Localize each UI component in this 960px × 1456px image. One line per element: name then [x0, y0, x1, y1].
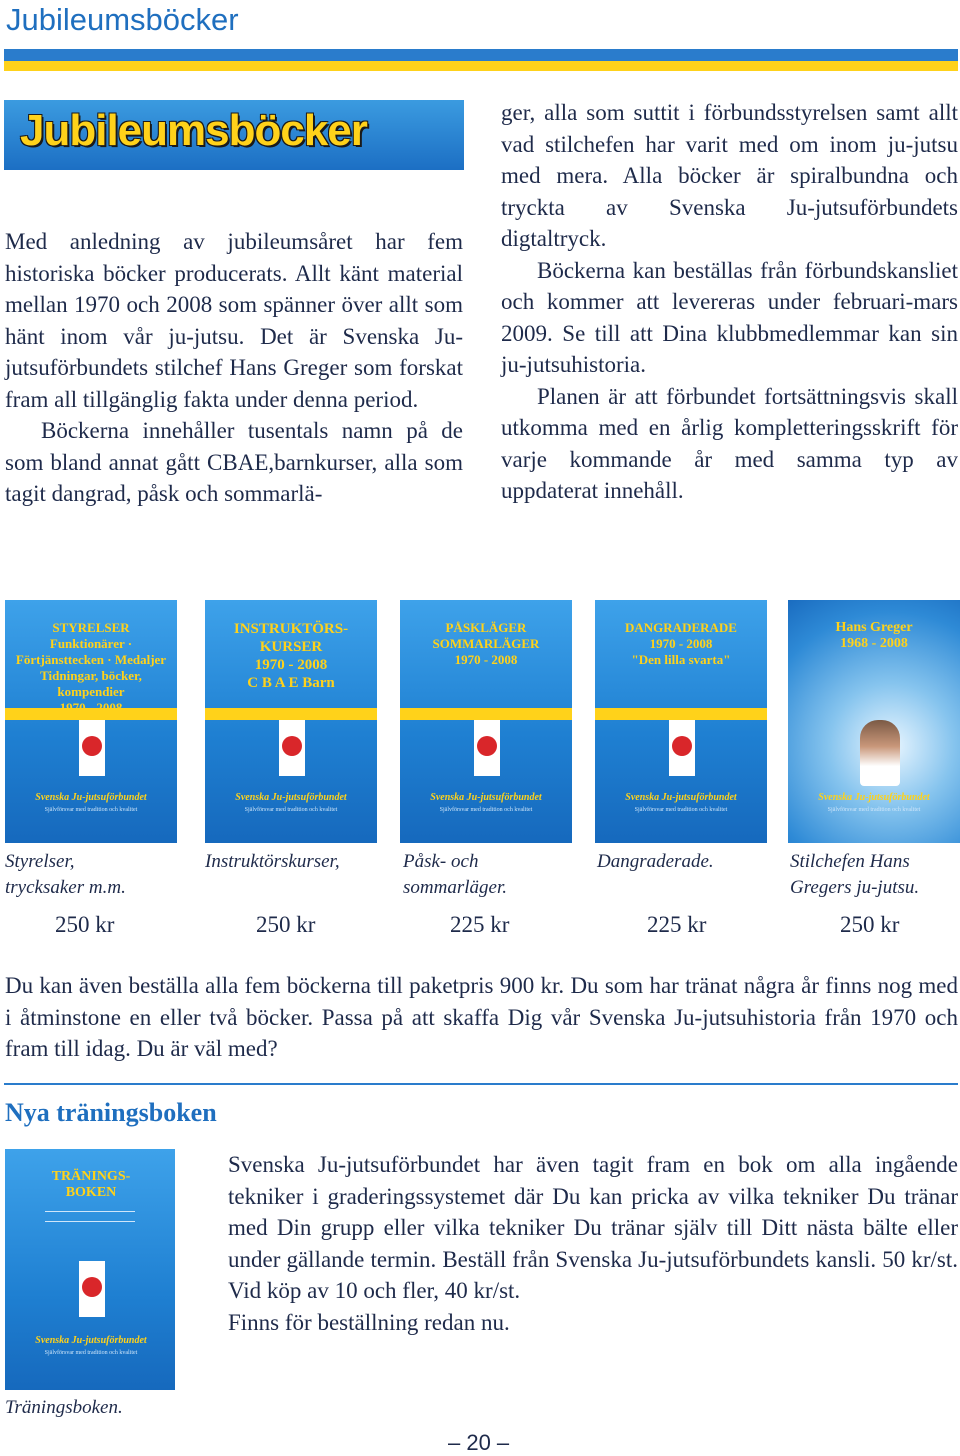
cover-motto: Självförsvar med tradition och kvalitet: [44, 807, 138, 813]
page-number: – 20 –: [448, 1430, 510, 1455]
ju-jutsu-emblem-icon: [474, 720, 500, 776]
banner-title: Jubileumsböcker: [20, 106, 367, 155]
portrait-photo: [860, 720, 900, 786]
book-price: 225 kr: [450, 912, 510, 937]
cover-stripe: [205, 708, 377, 720]
training-paragraph: Finns för beställning redan nu.: [228, 1309, 510, 1335]
cover-publisher: Svenska Ju-jutsuförbundet: [35, 1335, 147, 1346]
intro-column-2: [501, 97, 958, 507]
book-cover-title: INSTRUKTÖRS- KURSER 1970 - 2008 C B A E Barn: [233, 621, 349, 691]
training-book-caption: Träningsboken.: [5, 1397, 123, 1418]
book-cover-title: Hans Greger 1968 - 2008: [835, 620, 913, 651]
book-cover-title: PÅSKLÄGER SOMMARLÄGER 1970 - 2008: [432, 620, 540, 667]
intro-paragraph: ger, alla som suttit i förbundsstyrelsen samt allt vad stilchefen har varit med om inom ju-jutsu med mera. Alla böcker är spiralbundna och tryckta av Svenska Ju-jutsuförbundets digtaltryck.: [501, 100, 958, 251]
ju-jutsu-emblem-icon: [279, 720, 305, 776]
book-cover-instruktorskurser: [205, 600, 377, 843]
header-blue-bar: [4, 49, 958, 61]
book-price: 250 kr: [55, 912, 115, 937]
ju-jutsu-emblem-icon: [669, 720, 695, 776]
cover-line: [45, 1221, 135, 1222]
article-banner: [4, 100, 464, 170]
book-cover-title: DANGRADERADE 1970 - 2008 "Den lilla svarta": [625, 620, 737, 667]
cover-motto: Självförsvar med tradition och kvalitet: [244, 807, 338, 813]
intro-paragraph: Planen är att förbundet fortsättningsvis skall utkomma med en årlig kompletteringsskrift för varje kommande år med samma typ av uppdaterat innehåll.: [501, 383, 958, 503]
training-paragraph: Svenska Ju-jutsuförbundet har även tagit fram en bok om alla ingående tekniker i graderingssystemet där Du kan pricka av vilka tekniker Du tränar med Din grupp eller vilka tekniker Du tränar själv till Ditt nästa bälte eller under gällande termin. Beställ från Svenska Ju-jutsuförbundets kansli. 50 kr/st. Vid köp av 10 och fler, 40 kr/st.: [228, 1152, 958, 1303]
cover-stripe: [400, 708, 572, 720]
book-price: 250 kr: [840, 912, 900, 937]
book-caption: Instruktörskurser,: [205, 851, 340, 872]
cover-publisher: Svenska Ju-jutsuförbundet: [818, 792, 930, 803]
intro-paragraph: Böckerna kan beställas från förbundskansliet och kommer att levereras under februari-mars 2009. Se till att Dina klubbmedlemmar kan sin ju-jutsuhistoria.: [501, 257, 958, 377]
book-cover-title: STYRELSER Funktionärer · Förtjänsttecken · Medaljer Tidningar, böcker, kompendier: [15, 620, 167, 699]
book-caption: Styrelser, trycksaker m.m.: [5, 851, 126, 898]
intro-paragraph: Med anledning av jubileumsåret har fem historiska böcker producerats. Allt känt material mellan 1970 och 2008 som spänner över allt som hänt inom vår ju-jutsu. Det är Svenska Ju-jutsuförbundets stilchef Hans Greger som forskat fram all tillgänglig fakta under denna period.: [5, 229, 463, 412]
book-cover-title: TRÄNINGS- BOKEN: [51, 1169, 131, 1200]
book-price: 225 kr: [647, 912, 707, 937]
cover-motto: Självförsvar med tradition och kvalitet: [827, 807, 921, 813]
cover-motto: Självförsvar med tradition och kvalitet: [44, 1350, 138, 1356]
cover-stripe: [595, 708, 767, 720]
training-book-cover: [5, 1149, 175, 1390]
cover-motto: Självförsvar med tradition och kvalitet: [634, 807, 728, 813]
training-book-text: [228, 1149, 958, 1338]
package-offer-text: Du kan även beställa alla fem böckerna till paketpris 900 kr. Du som har tränat några år finns nog med i åtminstone en eller två böcker. Passa på att skaffa Dig vår Svenska Ju-jutsuhistoria från 1970 och fram till idag. Du är väl med?: [5, 973, 958, 1061]
training-book-heading: Nya träningsboken: [5, 1098, 217, 1127]
cover-motto: Självförsvar med tradition och kvalitet: [439, 807, 533, 813]
book-cover-pasklager: [400, 600, 572, 843]
intro-column-1: [5, 226, 463, 510]
page-header-title: Jubileumsböcker: [6, 2, 239, 37]
book-caption: Påsk- och sommarläger.: [403, 851, 507, 898]
book-caption: Stilchefen Hans Gregers ju-jutsu.: [790, 851, 920, 898]
section-divider: [4, 1083, 958, 1085]
cover-publisher: Svenska Ju-jutsuförbundet: [35, 792, 147, 803]
intro-paragraph: Böckerna innehåller tusentals namn på de som bland annat gått CBAE,barnkurser, alla som tagit dangrad, påsk och sommarlä-: [5, 418, 463, 506]
cover-publisher: Svenska Ju-jutsuförbundet: [430, 792, 542, 803]
cover-publisher: Svenska Ju-jutsuförbundet: [235, 792, 347, 803]
cover-publisher: Svenska Ju-jutsuförbundet: [625, 792, 737, 803]
ju-jutsu-emblem-icon: [79, 1261, 105, 1317]
book-caption: Dangraderade.: [597, 851, 714, 872]
book-price: 250 kr: [256, 912, 316, 937]
cover-stripe: [5, 708, 177, 720]
book-cover-styrelser: [5, 600, 177, 843]
book-cover-dangraderade: [595, 600, 767, 843]
book-cover-hans-greger: [788, 600, 960, 843]
ju-jutsu-emblem-icon: [79, 720, 105, 776]
header-yellow-bar: [4, 61, 958, 71]
cover-line: [45, 1211, 135, 1212]
